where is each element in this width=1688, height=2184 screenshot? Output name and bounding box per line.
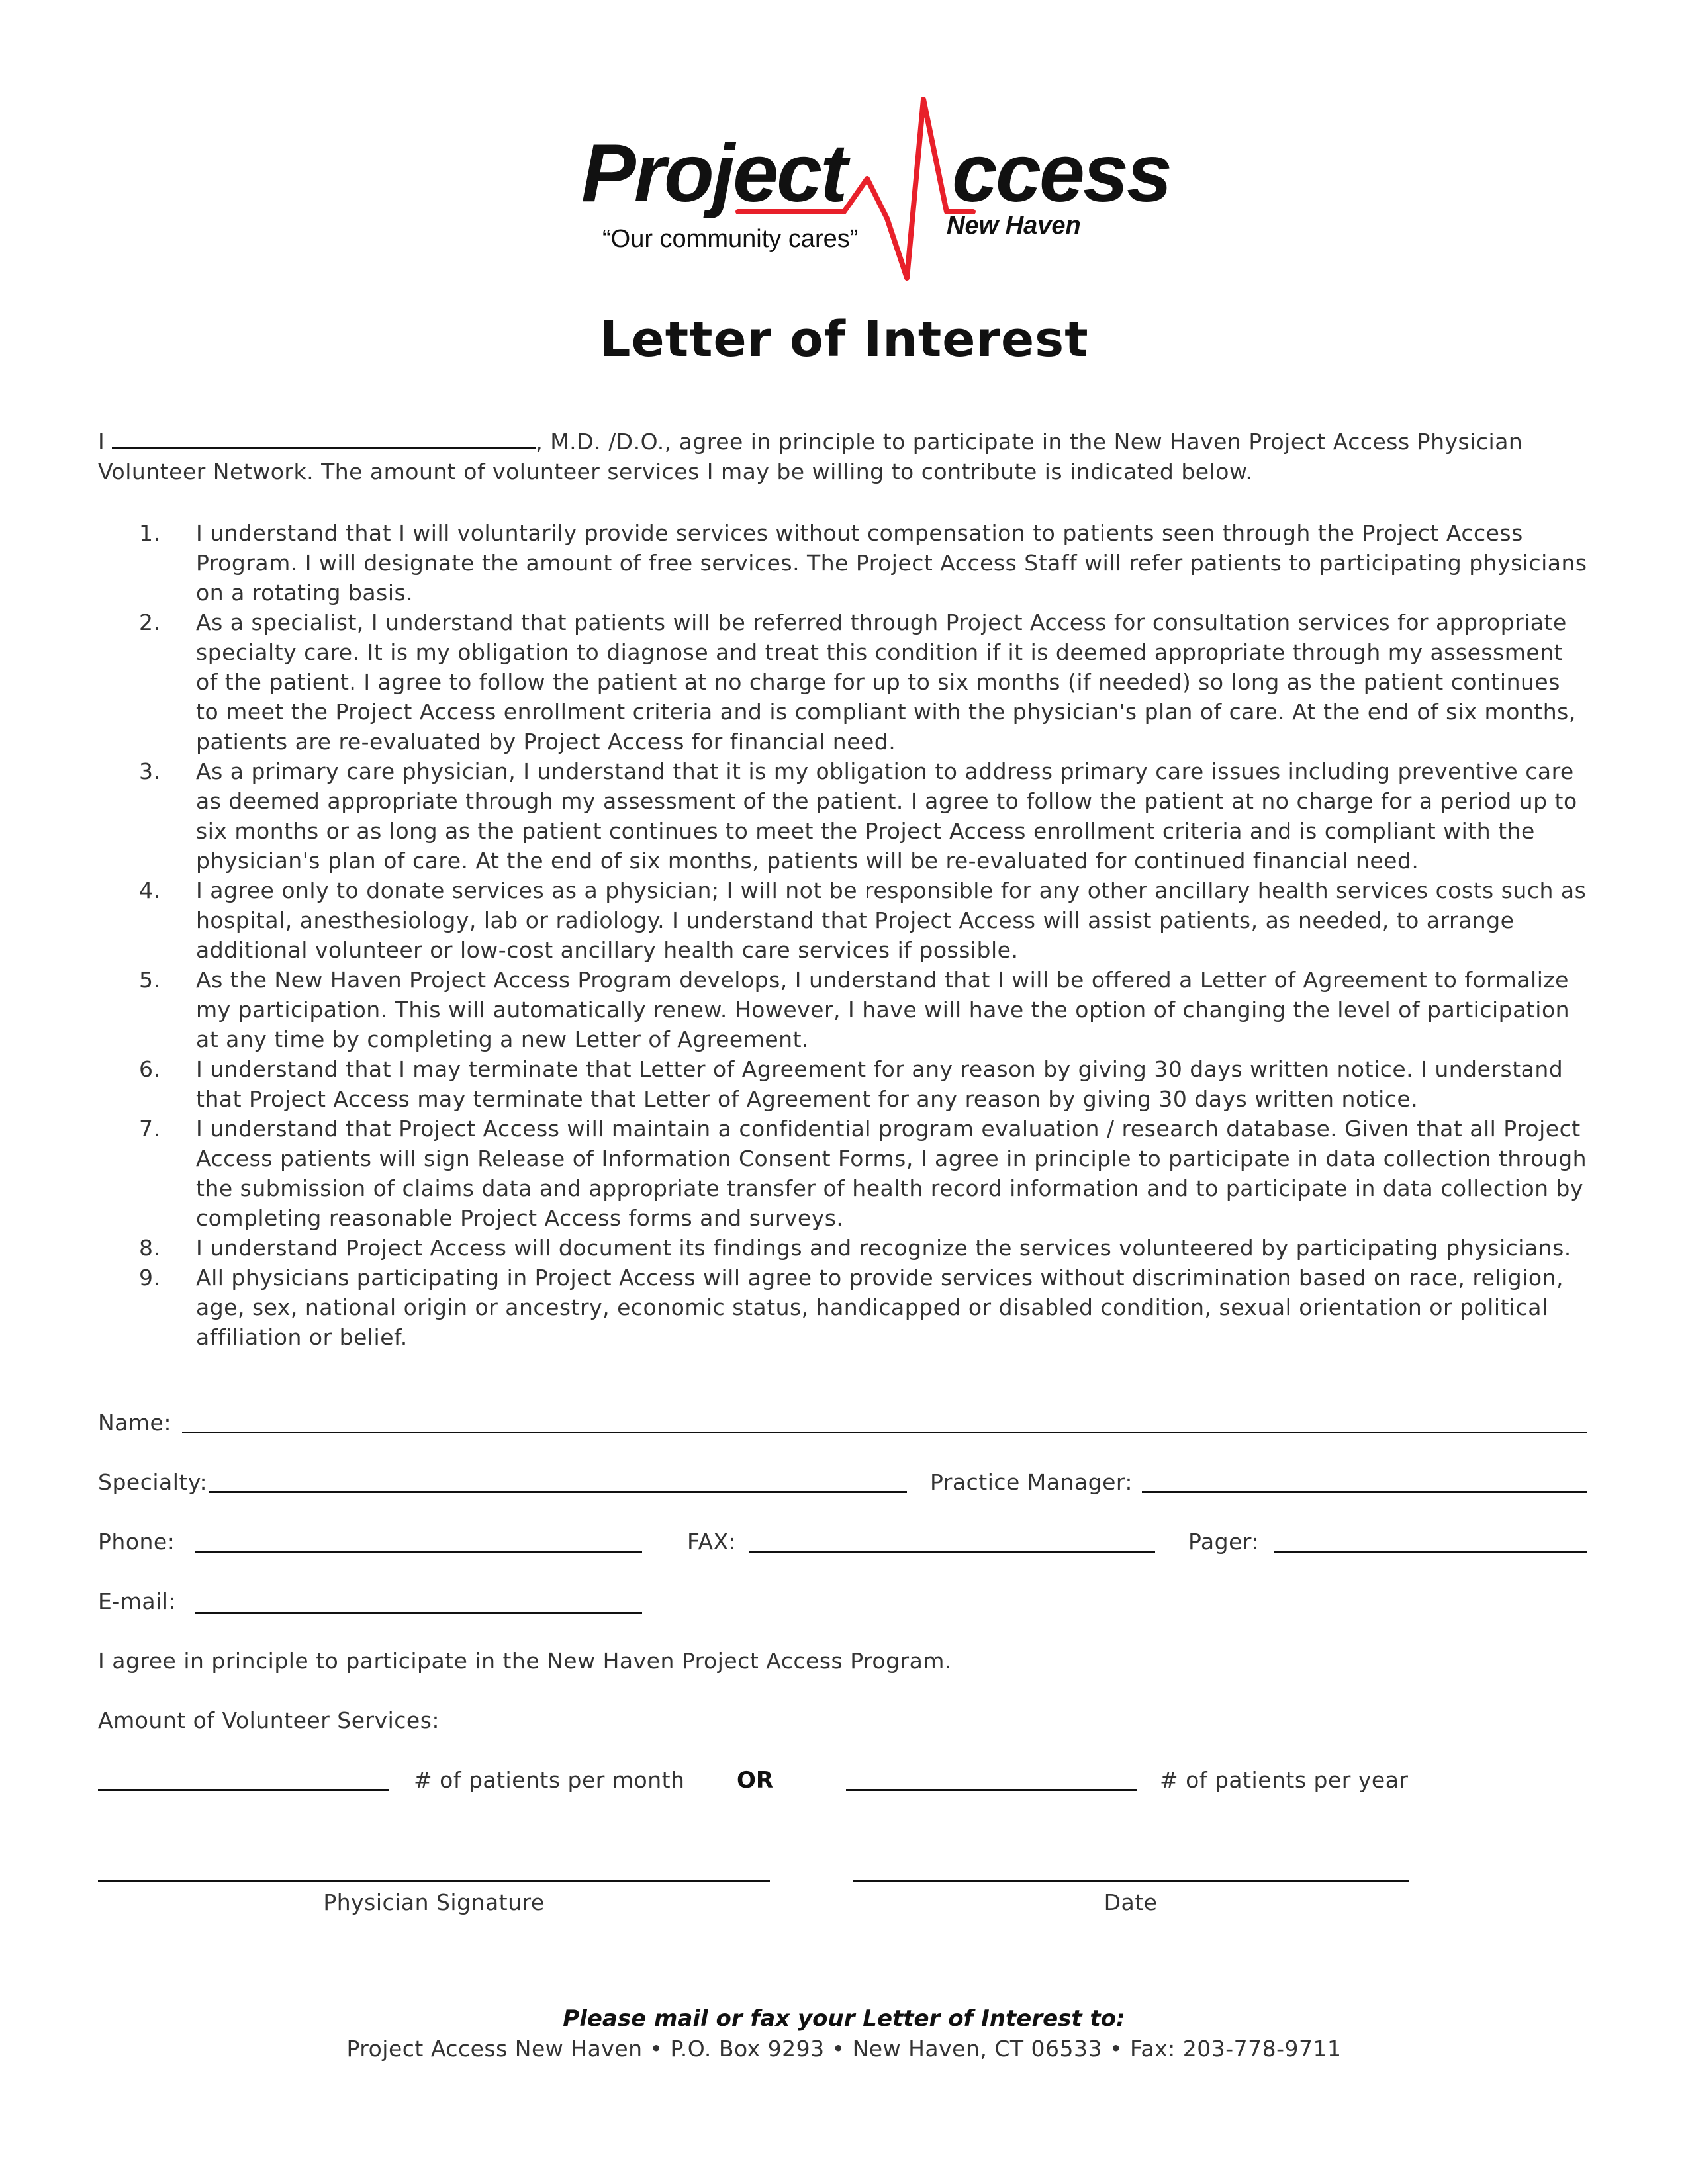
- term-item: [98, 608, 1587, 756]
- term-text: As a primary care physician, I understand that it is my obligation to address primary care issues including preventive care as deemed appropriate through my assessment of the patient. I agree to follow the patient at no charge for a period up to six months or as long as the patient continues to meet the Project Access enrollment criteria and is compliant with the physician's plan of care. At the end of six months, patients will be re-evaluated for continued financial need.: [196, 758, 1577, 874]
- specialty-label: Specialty:: [98, 1469, 208, 1495]
- date-field[interactable]: [853, 1880, 1409, 1882]
- term-text: All physicians participating in Project Access will agree to provide services without discrimination based on race, religion, age, sex, national origin or ancestry, economic status, handicapped or disabled condition, sexual orientation or political affiliation or belief.: [196, 1265, 1564, 1350]
- term-item: [98, 876, 1587, 965]
- term-item: [98, 965, 1587, 1054]
- footer-heading: Please mail or fax your Letter of Interest to:: [563, 2005, 1125, 2032]
- term-number: 4.: [139, 878, 161, 903]
- or-label: OR: [737, 1767, 774, 1794]
- name-label: Name:: [98, 1410, 171, 1435]
- term-item: [98, 1054, 1587, 1114]
- signature-caption: Physician Signature: [323, 1889, 545, 1915]
- phone-field[interactable]: [195, 1551, 642, 1553]
- term-number: 2.: [139, 610, 161, 635]
- term-text: I agree only to donate services as a physician; I will not be responsible for any other ancillary health services costs such as hospital, anesthesiology, lab or radiology. I understand that Project Access will assist patients, as needed, to arrange additional volunteer or low-cost ancillary health care services if possible.: [196, 878, 1587, 963]
- patients-per-year-field[interactable]: [846, 1789, 1137, 1791]
- term-number: 3.: [139, 758, 161, 784]
- practice-manager-field[interactable]: [1142, 1491, 1587, 1493]
- term-text: I understand that Project Access will maintain a confidential program evaluation / research database. Given that all Project Access patients will sign Release of Information Consent Forms, I agree in principle to participate in data collection through the submission of claims data and appropriate transfer of health record information and to participate in data collection by completing reasonable Project Access forms and surveys.: [196, 1116, 1587, 1231]
- intro-paragraph: [98, 427, 1594, 486]
- physician-signature-field[interactable]: [98, 1880, 770, 1882]
- practice-manager-label: Practice Manager:: [930, 1469, 1133, 1495]
- amount-label: Amount of Volunteer Services:: [98, 1707, 440, 1733]
- intro-suffix: , M.D. /D.O., agree in principle to participate in the New Haven Project Access Physician Volunteer Network. The amount of volunteer services I may be willing to contribute is indicated below.: [98, 429, 1523, 484]
- term-number: 7.: [139, 1116, 161, 1142]
- patients-per-month-field[interactable]: [98, 1789, 389, 1791]
- pager-label: Pager:: [1188, 1529, 1259, 1555]
- term-text: As the New Haven Project Access Program develops, I understand that I will be offered a Letter of Agreement to formalize my participation. This will automatically renew. However, I have will have the option of changing the level of participation at any time by completing a new Letter of Agreement.: [196, 967, 1570, 1052]
- physician-name-blank[interactable]: [112, 429, 536, 449]
- date-caption: Date: [1103, 1889, 1158, 1915]
- phone-label: Phone:: [98, 1529, 175, 1555]
- term-item: [98, 1233, 1587, 1263]
- footer-address: Project Access New Haven • P.O. Box 9293 • New Haven, CT 06533 • Fax: 203-778-9711: [346, 2036, 1342, 2062]
- email-field[interactable]: [195, 1612, 642, 1614]
- logo-word-ccess: ccess: [952, 128, 1170, 219]
- term-text: I understand Project Access will document its findings and recognize the services volunteered by participating physicians.: [196, 1235, 1571, 1261]
- per-year-label: # of patients per year: [1160, 1767, 1409, 1793]
- email-label: E-mail:: [98, 1588, 177, 1614]
- per-month-label: # of patients per month: [414, 1767, 685, 1793]
- term-text: I understand that I may terminate that Letter of Agreement for any reason by giving 30 days written notice. I understand that Project Access may terminate that Letter of Agreement for any reason by giving 30 days written notice.: [196, 1056, 1564, 1112]
- specialty-field[interactable]: [209, 1491, 907, 1493]
- logo-location: New Haven: [947, 212, 1081, 240]
- term-text: As a specialist, I understand that patients will be referred through Project Access for consultation services for appropriate specialty care. It is my obligation to diagnose and treat this condition if it is deemed appropriate through my assessment of the patient. I agree to follow the patient at no charge for up to six months (if needed) so long as the patient continues to meet the Project Access enrollment criteria and is compliant with the physician's plan of care. At the end of six months, patients are re-evaluated by Project Access for financial need.: [196, 610, 1576, 754]
- term-number: 1.: [139, 520, 161, 546]
- project-access-logo: [569, 93, 1170, 291]
- term-item: [98, 1114, 1587, 1233]
- pager-field[interactable]: [1274, 1551, 1587, 1553]
- name-field[interactable]: [182, 1432, 1587, 1433]
- page-title: Letter of Interest: [599, 311, 1089, 368]
- term-item: [98, 1263, 1587, 1352]
- intro-prefix: I: [98, 429, 105, 455]
- term-number: 5.: [139, 967, 161, 993]
- agree-statement: I agree in principle to participate in the New Haven Project Access Program.: [98, 1648, 952, 1674]
- term-item: [98, 518, 1587, 608]
- term-item: [98, 756, 1587, 876]
- logo-word-project: Project: [581, 128, 846, 219]
- term-number: 8.: [139, 1235, 161, 1261]
- logo-tagline: “Our community cares”: [602, 225, 859, 253]
- term-text: I understand that I will voluntarily provide services without compensation to patients seen through the Project Access Program. I will designate the amount of free services. The Project Access Staff will refer patients to participating physicians on a rotating basis.: [196, 520, 1587, 606]
- term-number: 9.: [139, 1265, 161, 1291]
- fax-field[interactable]: [749, 1551, 1155, 1553]
- term-number: 6.: [139, 1056, 161, 1082]
- fax-label: FAX:: [687, 1529, 737, 1555]
- terms-list: [98, 518, 1587, 1352]
